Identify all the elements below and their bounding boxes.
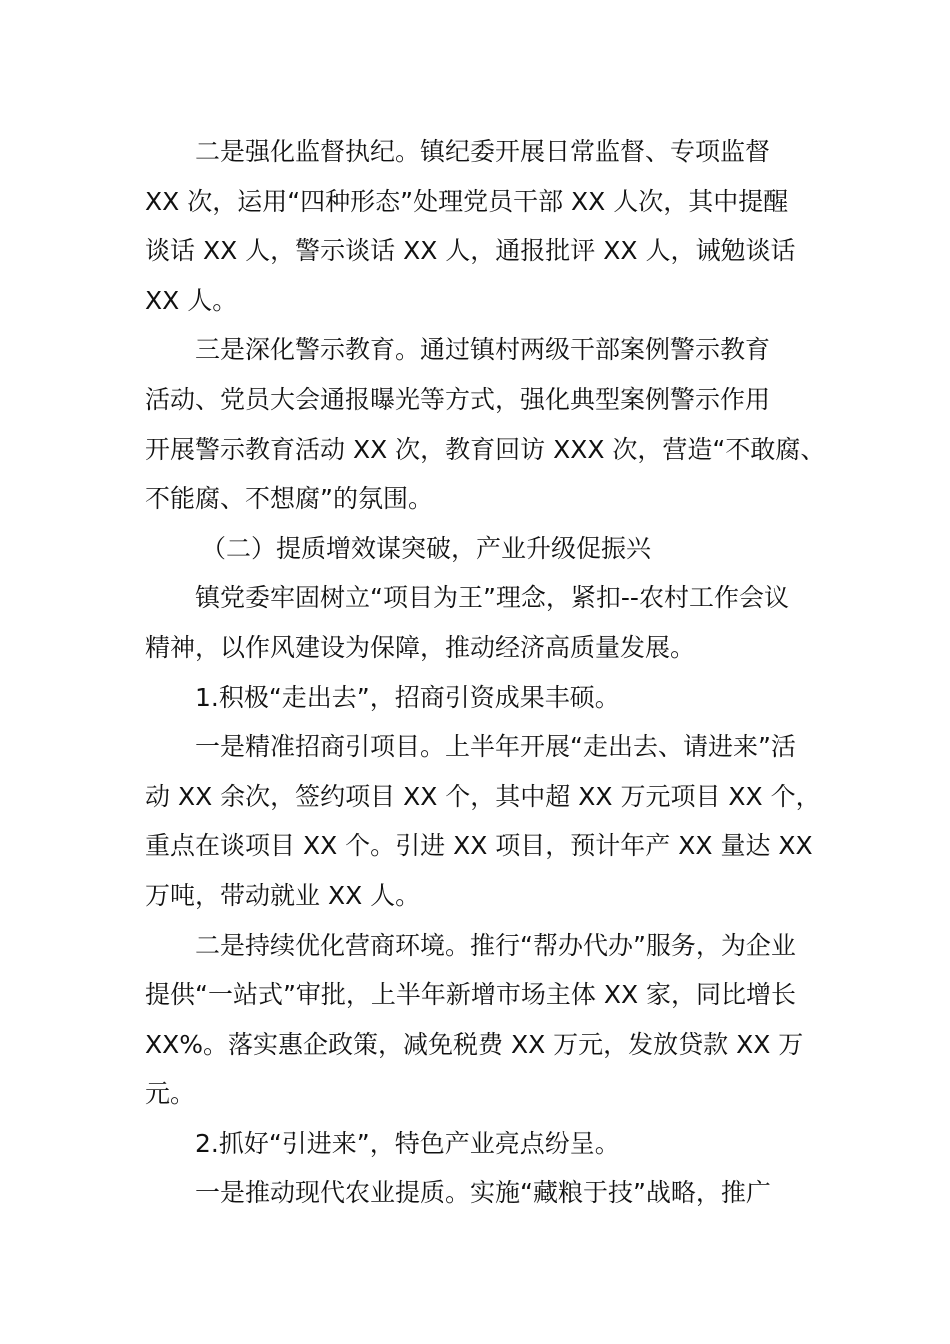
paragraph-line: XX 次，运用“四种形态”处理党员干部 XX 人次，其中提醒 [145, 186, 789, 216]
paragraph-line: 开展警示教育活动 XX 次，教育回访 XXX 次，营造“不敢腐、 [145, 434, 826, 464]
paragraph-line: 万吨，带动就业 XX 人。 [145, 880, 421, 910]
paragraph-line: 动 XX 余次，签约项目 XX 个，其中超 XX 万元项目 XX 个， [145, 781, 821, 811]
paragraph-line: 三是深化警示教育。通过镇村两级干部案例警示教育 [195, 335, 771, 365]
paragraph-line: 活动、党员大会通报曝光等方式，强化典型案例警示作用 [145, 384, 771, 414]
paragraph-line: 一是精准招商引项目。上半年开展“走出去、请进来”活 [195, 732, 796, 762]
section-heading: （二）提质增效谋突破，产业升级促振兴 [201, 533, 652, 563]
paragraph-line: 二是持续优化营商环境。推行“帮办代办”服务，为企业 [195, 930, 796, 960]
paragraph-line: 精神，以作风建设为保障，推动经济高质量发展。 [145, 632, 696, 662]
paragraph-line: 不能腐、不想腐”的氛围。 [145, 484, 433, 514]
paragraph-line: 重点在谈项目 XX 个。引进 XX 项目，预计年产 XX 量达 XX [145, 831, 813, 861]
paragraph-line: 谈话 XX 人，警示谈话 XX 人，通报批评 XX 人，诫勉谈话 [145, 236, 796, 266]
paragraph-line: XX 人。 [145, 285, 238, 315]
paragraph-line: 元。 [145, 1079, 196, 1109]
paragraph-line: 镇党委牢固树立“项目为王”理念，紧扣--农村工作会议 [195, 583, 789, 613]
document-body [145, 127, 825, 1218]
paragraph-line: 提供“一站式”审批，上半年新增市场主体 XX 家，同比增长 [145, 980, 797, 1010]
subsection-heading: 1.积极“走出去”，招商引资成果丰硕。 [195, 682, 620, 712]
paragraph-line: 二是强化监督执纪。镇纪委开展日常监督、专项监督 [195, 137, 771, 166]
subsection-heading: 2.抓好“引进来”，特色产业亮点纷呈。 [195, 1128, 620, 1158]
paragraph-line: XX%。落实惠企政策，减免税费 XX 万元，发放贷款 XX 万 [145, 1029, 804, 1059]
paragraph-line: 一是推动现代农业提质。实施“藏粮于技”战略，推广 [195, 1178, 771, 1208]
